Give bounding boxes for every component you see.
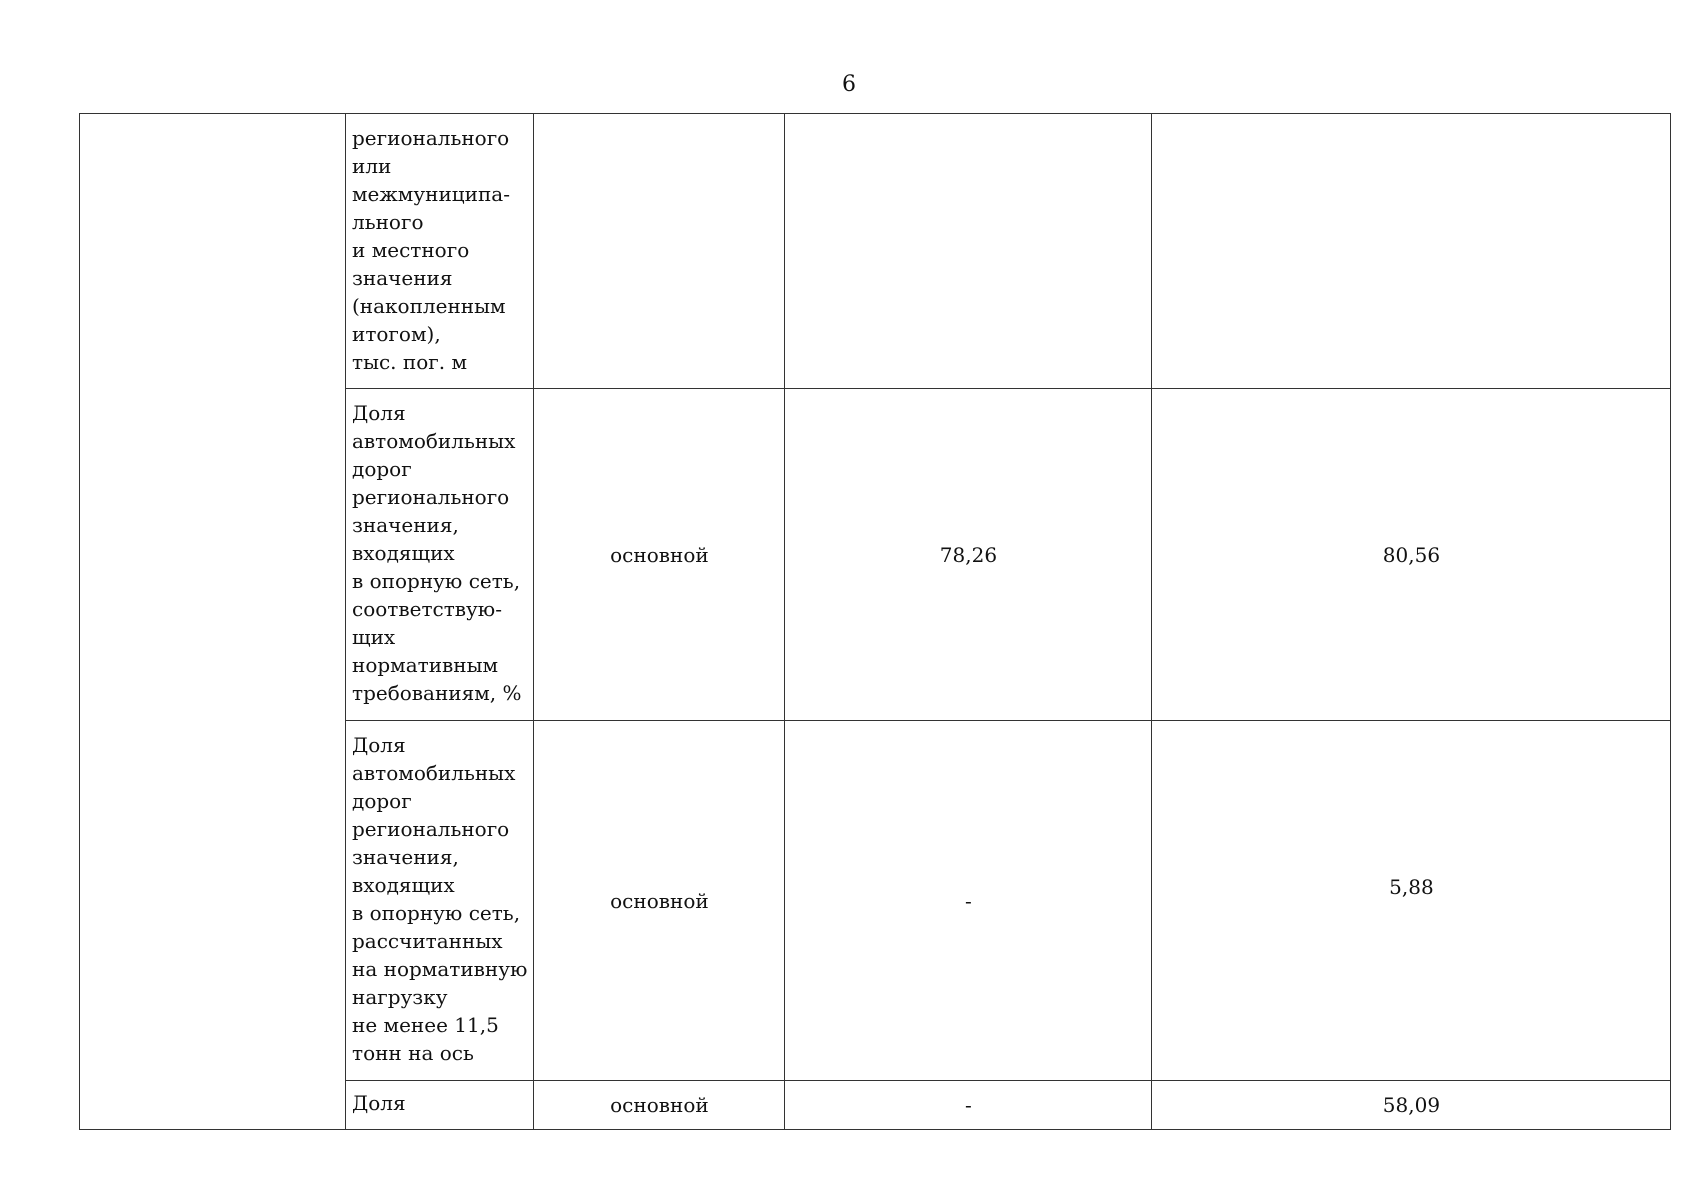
value-cell: - [785,721,1152,1081]
value-cell: 78,26 [785,389,1152,721]
indicator-type-cell [534,114,785,389]
indicator-text-line: регионального [352,126,510,150]
indicator-text-line: льного [352,210,424,234]
indicator-text-line: входящих [352,873,455,897]
indicator-text-line: Доля [352,401,406,425]
indicator-text-line: нагрузку [352,985,448,1009]
indicator-name-cell [346,389,534,721]
indicator-text-line: автомобильных [352,761,516,785]
indicator-text-line: Доля [352,1091,406,1115]
value-cell: 58,09 [1152,1081,1671,1130]
indicator-text-line: и местного [352,238,470,262]
indicator-text-line: (накопленным [352,294,506,318]
indicator-text-line: соответствую- [352,597,502,621]
indicator-text-line: автомобильных [352,429,516,453]
indicator-name-cell [346,1081,534,1130]
value-cell [785,114,1152,389]
indicator-text-line: значения, [352,513,459,537]
indicator-text-line: регионального [352,817,510,841]
indicator-type-cell: основной [534,1081,785,1130]
indicator-text-line: тыс. пог. м [352,350,468,374]
indicator-text-line: значения, [352,845,459,869]
indicators-table [79,113,1671,1130]
indicator-name-cell [346,114,534,389]
indicator-text-line: на нормативную [352,957,528,981]
value-text: 5,88 [1389,874,1434,899]
indicator-text-line: рассчитанных [352,929,503,953]
indicator-text-line: требованиям, % [352,681,522,705]
indicator-text-line: дорог [352,457,412,481]
value-cell: - [785,1081,1152,1130]
indicator-text-line: в опорную сеть, [352,569,521,593]
value-cell [1152,114,1671,389]
indicator-text-line: итогом), [352,322,441,346]
indicator-text-line: дорог [352,789,412,813]
indicator-text-line: регионального [352,485,510,509]
indicator-text-line: не менее 11,5 [352,1013,499,1037]
indicator-text-line: входящих [352,541,455,565]
indicator-text-line: тонн на ось [352,1041,474,1065]
indicator-text-line: в опорную сеть, [352,901,521,925]
indicator-type-cell: основной [534,389,785,721]
indicator-name-cell [346,721,534,1081]
table-row [80,114,1671,389]
indicator-text-line: значения [352,266,453,290]
indicator-text-line: или [352,154,392,178]
indicator-type-cell: основной [534,721,785,1081]
value-cell [1152,721,1671,1081]
indicator-text-line: межмуниципа- [352,182,510,206]
indicator-text-line: нормативным [352,653,499,677]
page-number: 6 [842,72,856,97]
indicator-text-line: Доля [352,733,406,757]
indicator-text-line: щих [352,625,396,649]
group-cell [80,114,346,1130]
value-cell: 80,56 [1152,389,1671,721]
